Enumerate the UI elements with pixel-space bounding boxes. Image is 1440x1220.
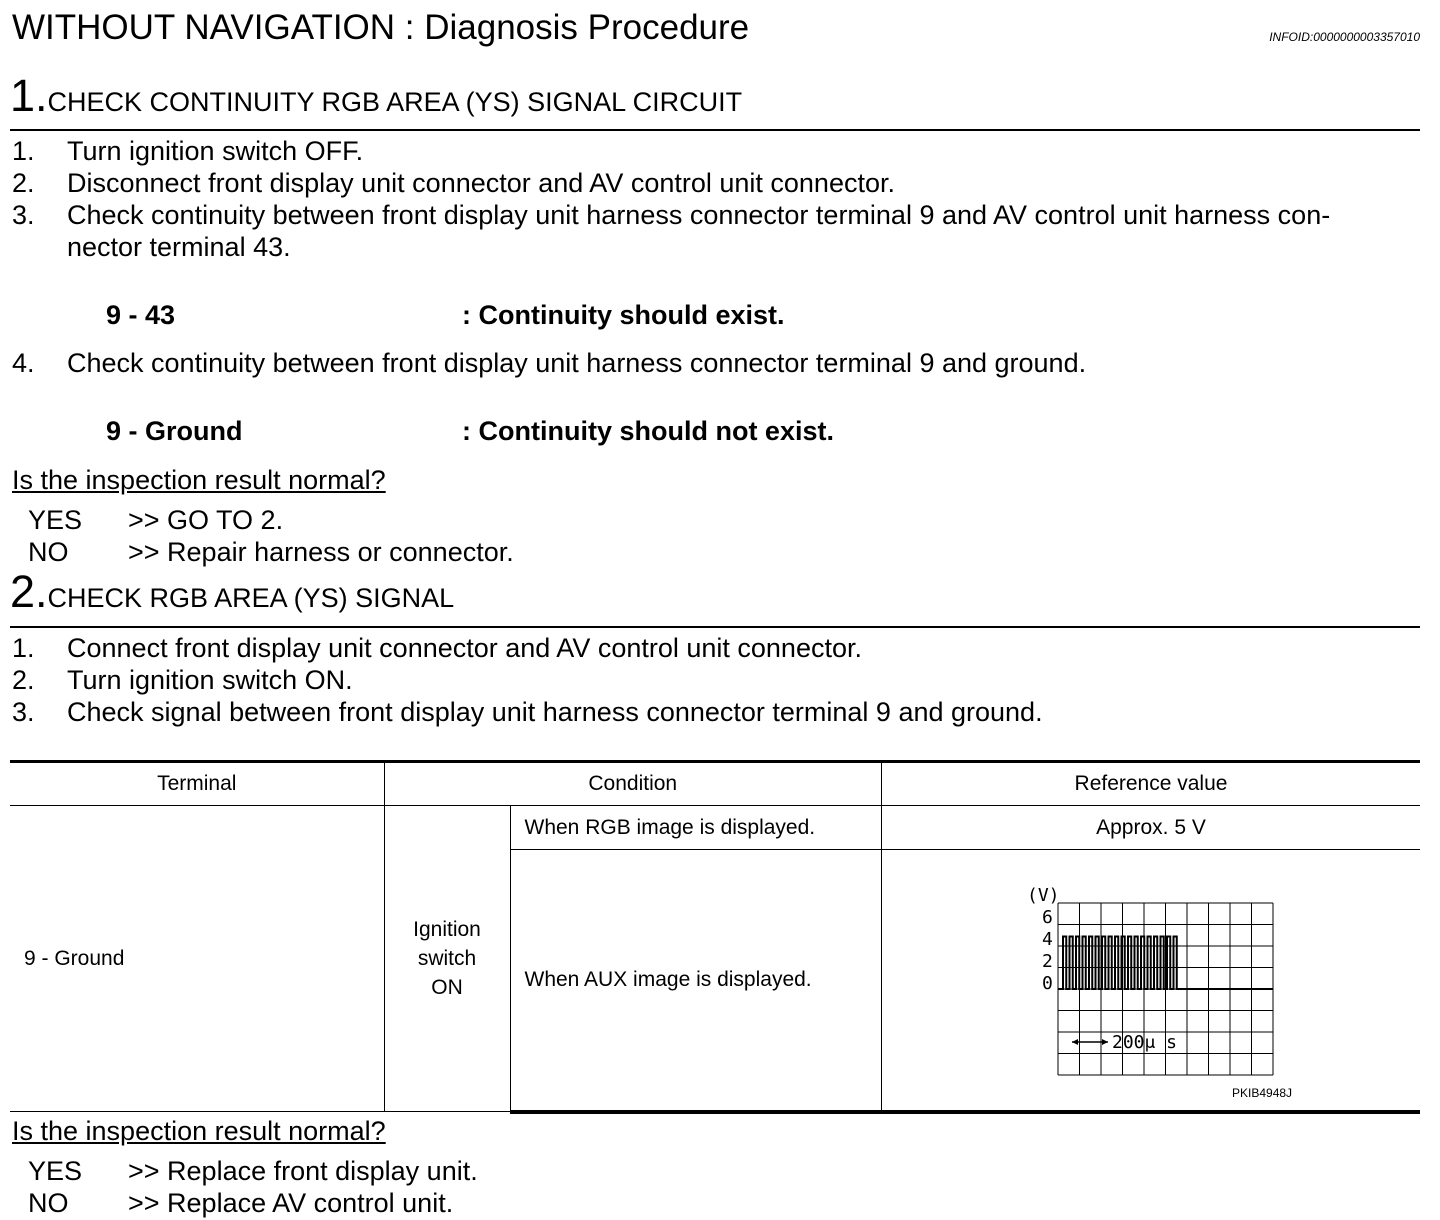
signal-spec-table <box>10 760 1420 1114</box>
arrow-left-icon <box>1072 1039 1078 1045</box>
terminal-cell: 9 - Ground <box>10 806 384 1112</box>
item-number: 3. <box>12 200 35 230</box>
header-condition: Condition <box>384 762 882 806</box>
item-text: Turn ignition switch ON. <box>67 665 353 695</box>
item-text: Disconnect front display unit connector and AV control unit connector. <box>67 168 895 198</box>
step-2-no <box>28 1188 453 1219</box>
step-1-item-3 <box>12 200 1330 231</box>
item-text: Check signal between front display unit harness connector terminal 9 and ground. <box>67 697 1043 727</box>
step-2-heading <box>10 566 454 618</box>
step-1-item-2 <box>12 168 895 199</box>
answer-key: YES <box>28 1156 83 1186</box>
arrow-right-icon <box>1102 1039 1108 1045</box>
header-reference-value: Reference value <box>882 762 1421 806</box>
answer-value: >> Replace front display unit. <box>128 1156 478 1186</box>
answer-key: NO <box>28 537 69 567</box>
answer-key: YES <box>28 505 83 535</box>
step-1-number: 1. <box>10 70 48 121</box>
spec-1-value: : Continuity should exist. <box>462 300 785 330</box>
item-text: Connect front display unit connector and AV control unit connector. <box>67 633 862 663</box>
spec-1-label: 9 - 43 <box>106 300 176 330</box>
step-1-divider <box>10 129 1420 131</box>
header-terminal: Terminal <box>10 762 384 806</box>
scope-time-marker <box>1072 1032 1177 1053</box>
value-rgb: Approx. 5 V <box>882 806 1421 850</box>
scope-unit-label: (V) <box>1027 884 1060 906</box>
scope-y-tick: 0 <box>1042 972 1053 994</box>
step-2-item-2 <box>12 665 353 696</box>
step-1-no <box>28 537 514 568</box>
answer-key: NO <box>28 1188 69 1218</box>
item-text: Check continuity between front display unit harness connector terminal 9 and AV control unit harness con- <box>67 200 1331 230</box>
item-text: Check continuity between front display unit harness connector terminal 9 and ground. <box>67 348 1087 378</box>
scope-time-label: 200μ s <box>1112 1031 1178 1053</box>
answer-value: >> Repair harness or connector. <box>128 537 514 567</box>
step-2-number: 2. <box>10 566 48 617</box>
figure-id: PKIB4948J <box>1232 1085 1293 1100</box>
table-header-row <box>10 762 1420 806</box>
step-2-question: Is the inspection result normal? <box>12 1116 386 1146</box>
step-2-divider <box>10 626 1420 628</box>
step-2-item-3 <box>12 697 1043 728</box>
scope-y-tick: 4 <box>1042 928 1053 950</box>
step-1-item-3-continued: nector terminal 43. <box>67 232 291 262</box>
item-number: 2. <box>12 665 35 695</box>
item-number: 1. <box>12 136 35 166</box>
spec-2-value: : Continuity should not exist. <box>462 416 834 446</box>
condition-line: switch <box>417 947 477 970</box>
oscilloscope-waveform <box>882 851 1420 1109</box>
condition-main-cell <box>384 806 510 1112</box>
step-2-yes <box>28 1156 478 1187</box>
value-aux-waveform-cell <box>882 850 1421 1112</box>
scope-y-tick: 2 <box>1042 950 1053 972</box>
condition-line: Ignition <box>413 918 481 941</box>
condition-aux: When AUX image is displayed. <box>510 850 882 1112</box>
answer-value: >> Replace AV control unit. <box>128 1188 454 1218</box>
table-row <box>10 806 1420 850</box>
step-2-item-1 <box>12 633 862 664</box>
step-1-title: CHECK CONTINUITY RGB AREA (YS) SIGNAL CIRCUIT <box>47 87 743 117</box>
condition-line: ON <box>431 976 463 999</box>
item-number: 2. <box>12 168 35 198</box>
item-number: 3. <box>12 697 35 727</box>
step-1-yes <box>28 505 283 536</box>
item-number: 4. <box>12 348 35 378</box>
info-id: INFOID:0000000003357010 <box>1269 30 1420 44</box>
answer-value: >> GO TO 2. <box>128 505 284 535</box>
step-1-heading <box>10 70 742 122</box>
step-1-question: Is the inspection result normal? <box>12 465 386 495</box>
step-1-item-1 <box>12 136 363 167</box>
step-1-item-4 <box>12 348 1086 379</box>
page-title: WITHOUT NAVIGATION : Diagnosis Procedure <box>12 8 750 47</box>
step-2-title: CHECK RGB AREA (YS) SIGNAL <box>47 583 455 613</box>
item-text: Turn ignition switch OFF. <box>67 136 364 166</box>
item-number: 1. <box>12 633 35 663</box>
spec-2-label: 9 - Ground <box>106 416 243 446</box>
condition-rgb: When RGB image is displayed. <box>510 806 882 850</box>
scope-y-tick: 6 <box>1042 906 1053 928</box>
